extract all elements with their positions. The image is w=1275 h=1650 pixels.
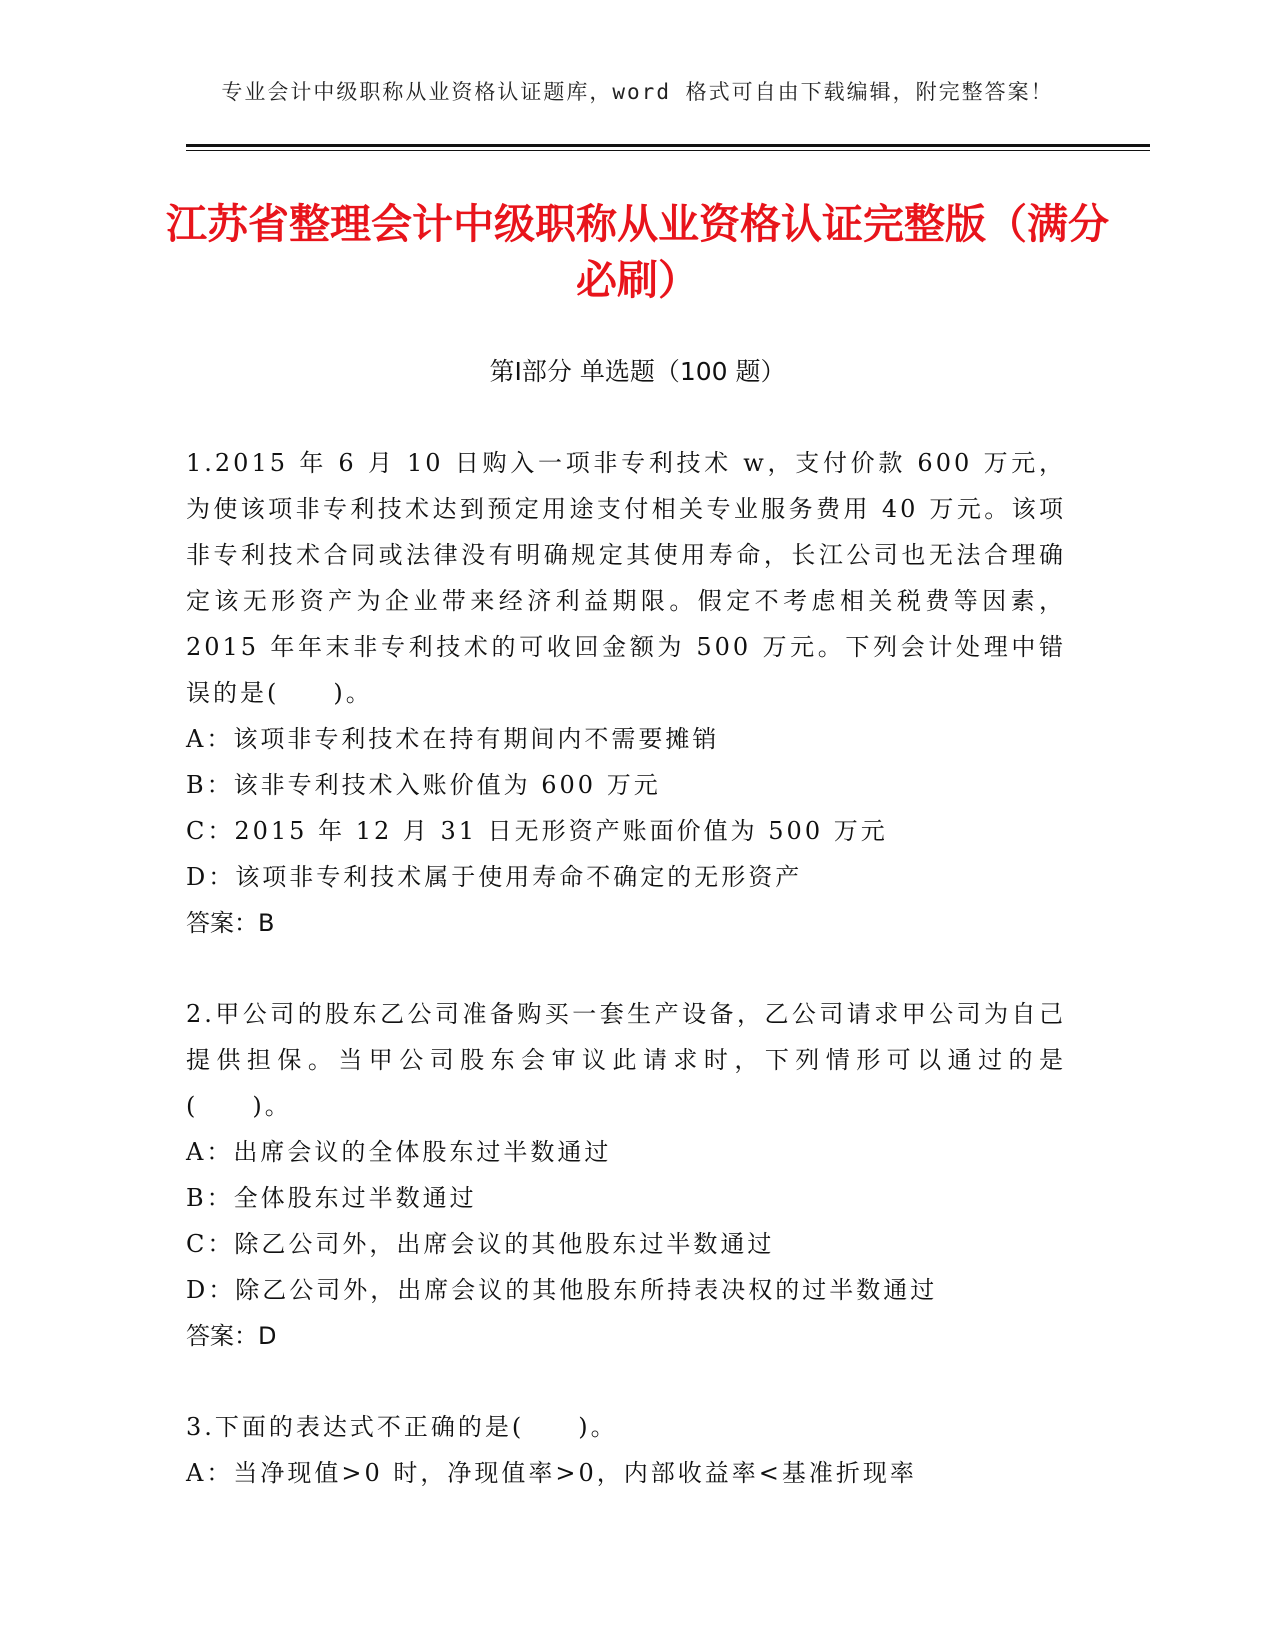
option-d: D：该项非专利技术属于使用寿命不确定的无形资产 xyxy=(186,863,803,891)
option-a: A：出席会议的全体股东过半数通过 xyxy=(186,1138,612,1166)
question-3 xyxy=(186,1404,1066,1496)
question-list xyxy=(186,440,1066,1541)
answer-line: 答案：D xyxy=(186,1322,277,1350)
question-2 xyxy=(186,991,1066,1359)
answer-line: 答案：B xyxy=(186,909,275,937)
option-d: D：除乙公司外，出席会议的其他股东所持表决权的过半数通过 xyxy=(186,1276,938,1304)
option-a: A：该项非专利技术在持有期间内不需要摊销 xyxy=(186,725,720,753)
header-divider-thick xyxy=(186,144,1150,147)
document-title: 江苏省整理会计中级职称从业资格认证完整版（满分必刷） xyxy=(166,200,1109,304)
header-divider-thin xyxy=(186,150,1150,151)
question-stem: 1.2015 年 6 月 10 日购入一项非专利技术 w，支付价款 600 万元，为使该项非专利技术达到预定用途支付相关专业服务费用 40 万元。该项非专利技术合同或法律没有明确规定其使用寿命，长江公司也无法合理确定该无形资产为企业带来经济利益期限。假定不考虑相关税费等因素，2015 年年末非专利技术的可收回金额为 500 万元。下列会计处理中错误的是( )。 xyxy=(186,449,1066,707)
option-c: C：2015 年 12 月 31 日无形资产账面价值为 500 万元 xyxy=(186,817,888,845)
option-c: C：除乙公司外，出席会议的其他股东过半数通过 xyxy=(186,1230,775,1258)
question-stem: 3.下面的表达式不正确的是( )。 xyxy=(186,1413,618,1441)
option-b: B：全体股东过半数通过 xyxy=(186,1184,477,1212)
question-1 xyxy=(186,440,1066,946)
option-b: B：该非专利技术入账价值为 600 万元 xyxy=(186,771,661,799)
question-stem: 2.甲公司的股东乙公司准备购买一套生产设备，乙公司请求甲公司为自己提供担保。当甲公司股东会审议此请求时，下列情形可以通过的是( )。 xyxy=(186,1000,1066,1120)
section-heading: 第Ⅰ部分 单选题（100 题） xyxy=(489,357,786,386)
option-a: A：当净现值>0 时，净现值率>0，内部收益率<基准折现率 xyxy=(186,1459,917,1487)
page-header-note: 专业会计中级职称从业资格认证题库，word 格式可自由下载编辑，附完整答案！ xyxy=(221,80,1054,104)
